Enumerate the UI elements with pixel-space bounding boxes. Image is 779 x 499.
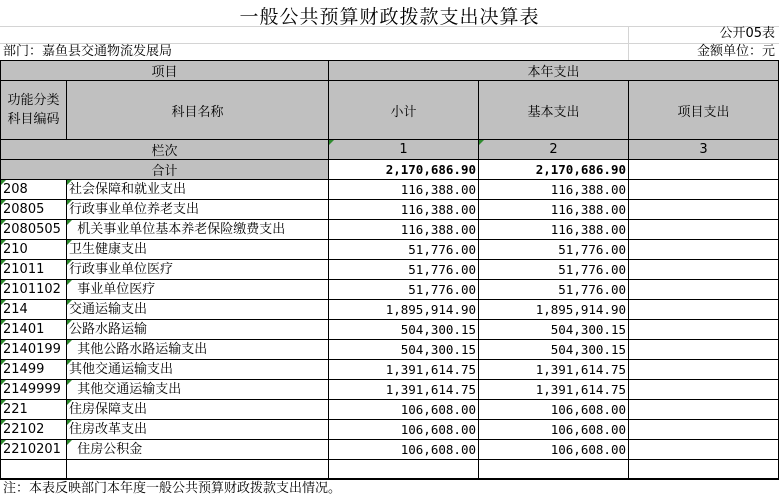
row-name: 其他公路水路运输支出 bbox=[69, 342, 208, 357]
cell-marker-icon bbox=[1, 440, 6, 445]
row-basic: 106,608.00 bbox=[550, 442, 626, 457]
table-row bbox=[0, 460, 779, 480]
row-basic: 106,608.00 bbox=[550, 422, 626, 437]
border bbox=[0, 139, 779, 140]
row-project bbox=[630, 300, 776, 319]
total-project bbox=[630, 160, 776, 179]
row-code: 208 bbox=[3, 182, 28, 197]
cell-marker-icon bbox=[67, 240, 72, 245]
row-name: 公路水路运输 bbox=[69, 322, 148, 337]
unit-label: 金额单位：元 bbox=[696, 44, 775, 59]
row-subtotal: 1,391,614.75 bbox=[385, 362, 476, 377]
department-label: 部门：嘉鱼县交通物流发展局 bbox=[3, 44, 173, 59]
cell-marker-icon bbox=[67, 340, 72, 345]
row-subtotal bbox=[330, 460, 476, 479]
table-row bbox=[0, 360, 779, 380]
header-column-label: 栏次 bbox=[1, 140, 328, 159]
table-row bbox=[0, 320, 779, 340]
row-code: 21499 bbox=[3, 362, 45, 377]
cell-marker-icon bbox=[67, 420, 72, 425]
border bbox=[0, 159, 779, 160]
table-row bbox=[0, 200, 779, 220]
table-row bbox=[0, 420, 779, 440]
row-name: 住房公积金 bbox=[69, 442, 143, 457]
row-project bbox=[630, 360, 776, 379]
row-subtotal: 116,388.00 bbox=[400, 222, 476, 237]
cell-marker-icon bbox=[67, 180, 72, 185]
border bbox=[66, 80, 67, 140]
row-project bbox=[630, 260, 776, 279]
row-basic: 1,391,614.75 bbox=[535, 362, 626, 377]
row-subtotal: 1,895,914.90 bbox=[385, 302, 476, 317]
row-basic: 106,608.00 bbox=[550, 402, 626, 417]
table-row bbox=[0, 440, 779, 460]
cell-marker-icon bbox=[67, 400, 72, 405]
table-row bbox=[0, 380, 779, 400]
border bbox=[0, 60, 1, 479]
row-project bbox=[630, 420, 776, 439]
row-code: 2149999 bbox=[3, 382, 61, 397]
header-subject-name: 科目名称 bbox=[67, 81, 328, 139]
cell-marker-icon bbox=[67, 200, 72, 205]
row-code: 21401 bbox=[3, 322, 45, 337]
row-subtotal: 51,776.00 bbox=[408, 282, 476, 297]
row-project bbox=[630, 320, 776, 339]
row-code: 20805 bbox=[3, 202, 45, 217]
cell-marker-icon bbox=[479, 140, 484, 145]
cell-marker-icon bbox=[329, 140, 334, 145]
row-basic: 1,391,614.75 bbox=[535, 382, 626, 397]
table-row bbox=[0, 340, 779, 360]
cell-marker-icon bbox=[67, 300, 72, 305]
row-basic: 51,776.00 bbox=[558, 242, 626, 257]
header-basic: 基本支出 bbox=[479, 81, 628, 139]
cell-marker-icon bbox=[1, 260, 6, 265]
row-subtotal: 116,388.00 bbox=[400, 202, 476, 217]
header-item: 项目 bbox=[1, 61, 328, 80]
row-name: 其他交通运输支出 bbox=[69, 382, 182, 397]
row-project bbox=[630, 460, 776, 479]
row-basic bbox=[480, 460, 626, 479]
row-project bbox=[630, 180, 776, 199]
row-subtotal: 504,300.15 bbox=[400, 322, 476, 337]
total-label: 合计 bbox=[1, 160, 328, 179]
row-project bbox=[630, 220, 776, 239]
row-subtotal: 51,776.00 bbox=[408, 242, 476, 257]
row-code: 2140199 bbox=[3, 342, 61, 357]
header-subtotal: 小计 bbox=[329, 81, 478, 139]
row-basic: 116,388.00 bbox=[550, 202, 626, 217]
row-project bbox=[630, 200, 776, 219]
row-subtotal: 106,608.00 bbox=[400, 442, 476, 457]
row-code: 210 bbox=[3, 242, 28, 257]
border bbox=[328, 60, 329, 479]
row-name: 事业单位医疗 bbox=[69, 282, 156, 297]
row-basic: 504,300.15 bbox=[550, 342, 626, 357]
row-name: 住房改革支出 bbox=[69, 422, 148, 437]
row-name: 住房保障支出 bbox=[69, 402, 148, 417]
row-code bbox=[3, 460, 65, 479]
row-code: 214 bbox=[3, 302, 28, 317]
cell-marker-icon bbox=[1, 200, 6, 205]
header-col2: 2 bbox=[479, 140, 628, 159]
row-basic: 116,388.00 bbox=[550, 222, 626, 237]
border bbox=[628, 80, 629, 479]
row-name: 行政事业单位医疗 bbox=[69, 262, 174, 277]
cell-marker-icon bbox=[1, 420, 6, 425]
header-col1: 1 bbox=[329, 140, 478, 159]
cell-marker-icon bbox=[1, 240, 6, 245]
total-basic: 2,170,686.90 bbox=[535, 162, 626, 177]
row-basic: 51,776.00 bbox=[558, 282, 626, 297]
row-subtotal: 51,776.00 bbox=[408, 262, 476, 277]
border bbox=[0, 60, 779, 61]
row-subtotal: 106,608.00 bbox=[400, 402, 476, 417]
table-row bbox=[0, 220, 779, 240]
header-func-code: 功能分类 科目编码 bbox=[1, 81, 66, 139]
cell-marker-icon bbox=[67, 320, 72, 325]
row-subtotal: 1,391,614.75 bbox=[385, 382, 476, 397]
table-row bbox=[0, 400, 779, 420]
cell-marker-icon bbox=[67, 440, 72, 445]
table-row bbox=[0, 180, 779, 200]
border bbox=[0, 179, 779, 180]
cell-marker-icon bbox=[67, 380, 72, 385]
footnote: 注：本表反映部门本年度一般公共预算财政拨款支出情况。 bbox=[3, 481, 342, 496]
cell-marker-icon bbox=[1, 320, 6, 325]
cell-marker-icon bbox=[1, 400, 6, 405]
border bbox=[66, 179, 67, 479]
cell-marker-icon bbox=[67, 220, 72, 225]
row-project bbox=[630, 380, 776, 399]
table-row bbox=[0, 260, 779, 280]
cell-marker-icon bbox=[1, 180, 6, 185]
row-name: 交通运输支出 bbox=[69, 302, 148, 317]
row-code: 2101102 bbox=[3, 282, 61, 297]
cell-marker-icon bbox=[1, 380, 6, 385]
page-title: 一般公共预算财政拨款支出决算表 bbox=[239, 6, 540, 28]
cell-marker-icon bbox=[67, 360, 72, 365]
row-subtotal: 106,608.00 bbox=[400, 422, 476, 437]
row-name: 其他交通运输支出 bbox=[69, 362, 174, 377]
cell-marker-icon bbox=[67, 280, 72, 285]
row-name: 社会保障和就业支出 bbox=[69, 182, 187, 197]
header-current-year: 本年支出 bbox=[329, 61, 778, 80]
total-subtotal: 2,170,686.90 bbox=[385, 162, 476, 177]
border bbox=[0, 478, 779, 479]
row-project bbox=[630, 440, 776, 459]
cell-marker-icon bbox=[1, 360, 6, 365]
row-code: 22102 bbox=[3, 422, 45, 437]
row-subtotal: 116,388.00 bbox=[400, 182, 476, 197]
row-basic: 51,776.00 bbox=[558, 262, 626, 277]
row-code: 2080505 bbox=[3, 222, 61, 237]
row-name: 卫生健康支出 bbox=[69, 242, 148, 257]
cell-marker-icon bbox=[1, 300, 6, 305]
row-code: 2210201 bbox=[3, 442, 61, 457]
row-code: 21011 bbox=[3, 262, 45, 277]
table-code: 公开05表 bbox=[719, 26, 775, 41]
table-row bbox=[0, 280, 779, 300]
row-basic: 1,895,914.90 bbox=[535, 302, 626, 317]
row-name: 机关事业单位基本养老保险缴费支出 bbox=[69, 222, 286, 237]
table-row bbox=[0, 300, 779, 320]
cell-marker-icon bbox=[1, 280, 6, 285]
cell-marker-icon bbox=[1, 340, 6, 345]
row-name: 行政事业单位养老支出 bbox=[69, 202, 200, 217]
row-basic: 116,388.00 bbox=[550, 182, 626, 197]
row-code: 221 bbox=[3, 402, 28, 417]
row-project bbox=[630, 340, 776, 359]
cell-marker-icon bbox=[67, 260, 72, 265]
row-project bbox=[630, 400, 776, 419]
row-basic: 504,300.15 bbox=[550, 322, 626, 337]
border bbox=[0, 80, 779, 81]
row-subtotal: 504,300.15 bbox=[400, 342, 476, 357]
row-project bbox=[630, 280, 776, 299]
table-row bbox=[0, 240, 779, 260]
header-project: 项目支出 bbox=[629, 81, 778, 139]
row-name bbox=[69, 460, 327, 479]
cell-marker-icon bbox=[1, 220, 6, 225]
row-project bbox=[630, 240, 776, 259]
header-col3: 3 bbox=[629, 140, 778, 159]
